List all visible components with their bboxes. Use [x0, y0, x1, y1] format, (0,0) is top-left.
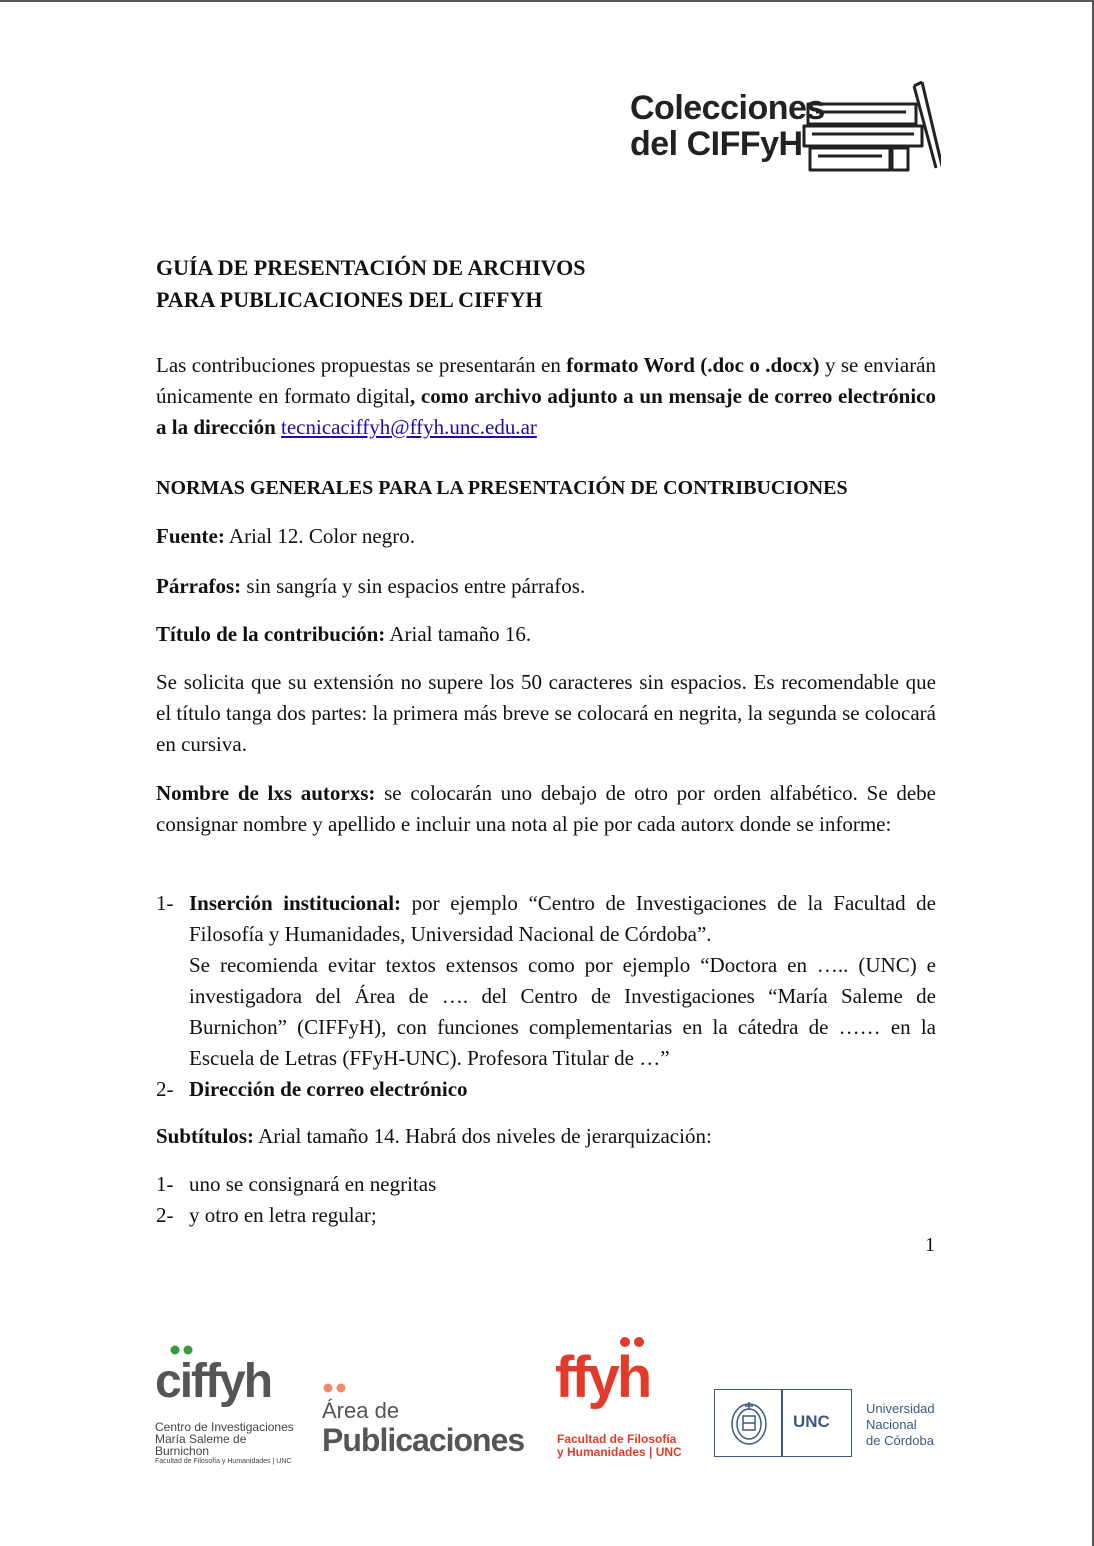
title-line-1: GUÍA DE PRESENTACIÓN DE ARCHIVOS — [156, 255, 586, 280]
fuente-text: Arial 12. Color negro. — [224, 524, 415, 548]
intro-bold-2: , como archivo adjunto a un mensaje de correo electrónico a la dirección — [156, 384, 936, 439]
books-icon — [796, 76, 941, 176]
list-item — [156, 1200, 936, 1231]
unc-logo — [714, 1389, 944, 1459]
list-number: 2- — [156, 1077, 174, 1101]
list-item-text: por ejemplo “Centro de Investigaciones de la Facultad de Filosofía y Humanidades, Universidad Nacional de Córdoba”. — [189, 891, 937, 946]
list-number: 2- — [156, 1203, 174, 1227]
list-item — [156, 888, 936, 1074]
ffyh-line-2: y Humanidades | UNC — [557, 1445, 682, 1459]
ffyh-wordmark: ffyh — [555, 1345, 650, 1410]
colecciones-logo — [630, 76, 940, 176]
ffyh-subtitle — [557, 1433, 687, 1459]
ciffyh-subtitle — [155, 1421, 295, 1466]
area-line-2: Publicaciones — [322, 1422, 525, 1458]
document-title — [156, 252, 936, 316]
subtitle-levels-list — [156, 1169, 936, 1231]
logo-line-1: Colecciones — [630, 89, 825, 127]
list-item — [156, 1169, 936, 1200]
logo-line-2: del CIFFyH — [630, 125, 803, 163]
list-number: 1- — [156, 1172, 174, 1196]
subtitulos-paragraph — [156, 1121, 936, 1152]
intro-paragraph — [156, 350, 936, 443]
intro-text-1: Las contribuciones propuestas se presentarán en — [156, 353, 567, 377]
subtitulos-text: Arial tamaño 14. Habrá dos niveles de jerarquización: — [254, 1124, 712, 1148]
unc-line-1: Universidad — [866, 1401, 935, 1416]
ciffyh-line-1: Centro de Investigaciones — [155, 1420, 294, 1434]
list-item-text: y otro en letra regular; — [189, 1203, 377, 1227]
fuente-paragraph — [156, 521, 936, 552]
subtitulos-label: Subtítulos: — [156, 1124, 255, 1148]
nombre-text: se colocarán uno debajo de otro por orden alfabético. Se debe consignar nombre y apellido e incluir una nota al pie por cada autorx donde se informe: — [156, 781, 936, 836]
unc-line-2: Nacional — [866, 1417, 917, 1432]
fuente-label: Fuente: — [156, 524, 225, 548]
unc-logo-box — [714, 1389, 852, 1457]
intro-bold-1: formato Word (.doc o .docx) — [566, 353, 820, 377]
unc-line-3: de Córdoba — [866, 1433, 934, 1448]
author-info-list — [156, 888, 936, 1105]
page-number: 1 — [925, 1234, 935, 1256]
list-item-label: Inserción institucional: — [189, 891, 402, 915]
nombre-label: Nombre de lxs autorxs: — [156, 781, 376, 805]
titulo-text: Arial tamaño 16. — [385, 622, 532, 646]
coral-dots-icon — [322, 1382, 352, 1394]
crest-icon — [729, 1398, 769, 1448]
titulo-description: Se solicita que su extensión no supere los 50 caracteres sin espacios. Es recomendable que el título tanga dos partes: la primera más breve se colocará en negrita, la segunda se colocará en cursiva. — [156, 670, 936, 756]
ciffyh-wordmark: ciffyh — [155, 1355, 272, 1408]
ffyh-line-1: Facultad de Filosofía — [557, 1432, 677, 1446]
nombre-paragraph — [156, 778, 936, 840]
section-heading: NORMAS GENERALES PARA LA PRESENTACIÓN DE CONTRIBUCIONES — [156, 477, 848, 499]
list-number: 1- — [156, 891, 174, 915]
area-line-1: Área de — [322, 1398, 400, 1423]
title-line-2: PARA PUBLICACIONES DEL CIFFYH — [156, 287, 543, 312]
list-item-text: uno se consignará en negritas — [189, 1172, 437, 1196]
parrafos-label: Párrafos: — [156, 574, 242, 598]
titulo-paragraph — [156, 619, 936, 650]
list-item-label: Dirección de correo electrónico — [189, 1077, 468, 1101]
unc-abbreviation: UNC — [793, 1412, 830, 1431]
ciffyh-line-3: Facultad de Filosofía y Humanidades | UNC — [155, 1458, 292, 1465]
unc-separator — [781, 1390, 783, 1456]
ciffyh-line-2: María Saleme de Burnichon — [155, 1432, 247, 1458]
titulo-label: Título de la contribución: — [156, 622, 386, 646]
email-link[interactable]: tecnicaciffyh@ffyh.unc.edu.ar — [281, 415, 537, 439]
parrafos-text: sin sangría y sin espacios entre párrafos. — [241, 574, 586, 598]
intro-text-2: y se enviarán únicamente en formato digital — [156, 353, 937, 408]
parrafos-paragraph — [156, 571, 936, 602]
list-item — [156, 1074, 936, 1105]
list-item-extra: Se recomienda evitar textos extensos como por ejemplo “Doctora en ….. (UNC) e investigadora del Área de …. del Centro de Investigaciones “María Saleme de Burnichon” (CIFFyH), con funciones complementarias en la cátedra de …… en la Escuela de Letras (FFyH-UNC). Profesora Titular de …” — [189, 953, 936, 1070]
unc-name — [866, 1401, 935, 1449]
